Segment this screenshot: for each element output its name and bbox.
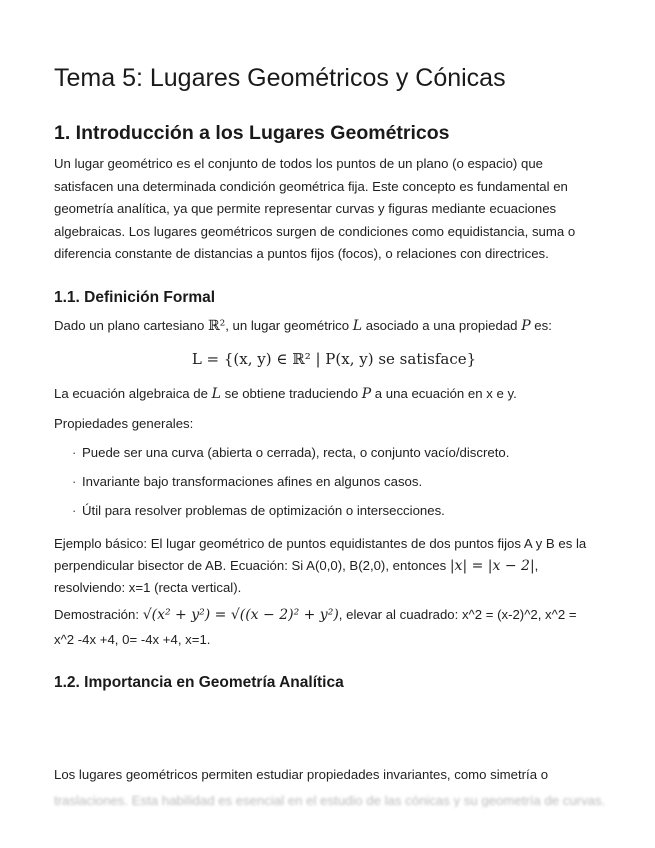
demo-line-2: x^2 -4x +4, 0= -4x +4, x=1. — [54, 632, 211, 647]
list-item: · Invariante bajo transformaciones afines en algunos casos. — [72, 474, 423, 489]
math-abs-equation: |x| = |x − 2| — [449, 558, 535, 574]
section-heading-1-2: 1.2. Importancia en Geometría Analítica — [54, 674, 344, 691]
importance-line-2: traslaciones. Esta habilidad es esencial en el estudio de las cónicas y su geometría de curvas. — [54, 793, 606, 807]
definition-intro: Dado un plano cartesiano ℝ², un lugar geométrico L asociado a una propiedad P es: — [54, 318, 552, 334]
bullet-icon: · — [72, 445, 77, 460]
bullet-icon: · — [72, 503, 77, 518]
math-l: L — [352, 318, 363, 334]
section-heading-1-1: 1.1. Definición Formal — [54, 289, 216, 306]
math-sqrt-equation: √(x² + y²) = √((x − 2)² + y²) — [142, 607, 339, 623]
display-formula: L = {(x, y) ∈ ℝ² | P(x, y) se satisface} — [191, 350, 477, 368]
math-r2: ℝ² — [207, 318, 226, 334]
section-heading-1: 1. Introducción a los Lugares Geométricos — [54, 122, 450, 144]
math-p: P — [521, 318, 531, 334]
demo-line-1: Demostración: √(x² + y²) = √((x − 2)² + y²), elevar al cuadrado: x^2 = (x-2)^2, x^2 = — [54, 607, 577, 623]
bullet-icon: · — [72, 474, 77, 489]
intro-paragraph: Un lugar geométrico es el conjunto de todos los puntos de un plano (o espacio) que satisfacen una determinada condición geométrica fija. Este concepto es fundamental en geometría analítica, ya que permite representar curvas y figuras mediante ecuaciones algebraicas. Los lugares geométricos surgen de condiciones como equidistancia, suma o diferencia constante de distancias a puntos fijos (focos), o relaciones con directrices. — [54, 156, 576, 262]
properties-label: Propiedades generales: — [54, 416, 194, 431]
list-item: · Útil para resolver problemas de optimización o intersecciones. — [72, 503, 445, 518]
equation-line: La ecuación algebraica de L se obtiene traduciendo P a una ecuación en x e y. — [54, 386, 517, 402]
example-line-1: Ejemplo básico: El lugar geométrico de puntos equidistantes de dos puntos fijos A y B es la — [54, 536, 587, 551]
list-item: · Puede ser una curva (abierta o cerrada), recta, o conjunto vacío/discreto. — [72, 445, 510, 460]
example-line-3: resolviendo: x=1 (recta vertical). — [54, 580, 242, 595]
example-line-2: perpendicular bisector de AB. Ecuación: Si A(0,0), B(2,0), entonces |x| = |x − 2|, — [54, 558, 539, 574]
importance-line-1: Los lugares geométricos permiten estudiar propiedades invariantes, como simetría o — [54, 767, 549, 782]
page-title: Tema 5: Lugares Geométricos y Cónicas — [54, 64, 506, 92]
